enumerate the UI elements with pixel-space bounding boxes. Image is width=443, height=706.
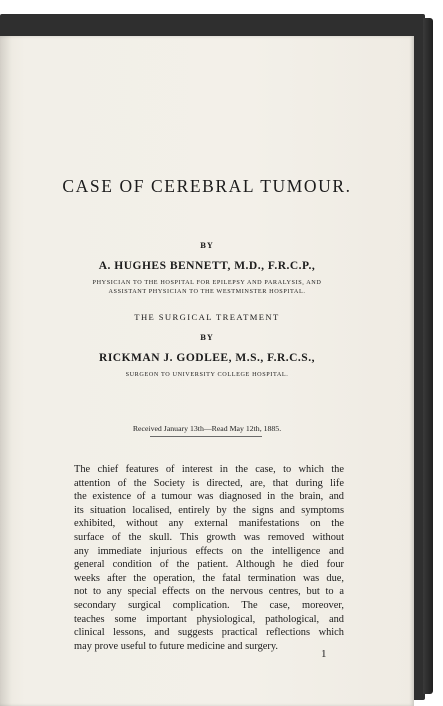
body-line: may prove useful to future medicine and surgery.: [74, 640, 278, 652]
body-line: not to any special effects on the nervous centres, but to a: [74, 586, 344, 598]
body-line: secondary surgical complication. The case, moreover,: [74, 599, 344, 611]
received-date: Received January 13th—Read May 12th, 1885.: [132, 424, 282, 433]
affiliation-2: SURGEON TO UNIVERSITY COLLEGE HOSPITAL.: [125, 371, 289, 378]
body-line: surface of the skull. This growth was removed without: [74, 531, 344, 543]
book-spine: [423, 18, 433, 694]
author-2: RICKMAN J. GODLEE, M.S., F.R.C.S.,: [99, 352, 315, 364]
body-line: teaches some important physiological, pathological, and: [74, 613, 344, 625]
page-number: 1: [321, 648, 327, 660]
body-line: general condition of the patient. Although he died four: [74, 559, 344, 571]
section-subtitle: THE SURGICAL TREATMENT: [134, 312, 280, 322]
body-line: any immediate injurious effects on the intelligence and: [74, 545, 344, 557]
body-line: The chief features of interest in the case, to which the: [74, 464, 344, 475]
body-line: clinical lessons, and suggests practical reflections which: [74, 627, 344, 639]
byline-label-2: BY: [200, 333, 214, 342]
page-content: [0, 36, 414, 706]
divider-rule: [150, 436, 262, 437]
body-line: exhibited, without any external manifestations on the: [74, 518, 344, 530]
affiliation-1-line-2: ASSISTANT PHYSICIAN TO THE WESTMINSTER HOSPITAL.: [108, 288, 306, 295]
body-line: attention of the Society is directed, are, that during life: [74, 477, 344, 489]
byline-label-1: BY: [200, 241, 214, 250]
author-1: A. HUGHES BENNETT, M.D., F.R.C.P.,: [98, 260, 316, 272]
body-line: the existence of a tumour was diagnosed in the brain, and: [74, 491, 344, 503]
body-paragraph: [74, 463, 344, 653]
book-cover: [0, 14, 425, 700]
page-title: CASE OF CEREBRAL TUMOUR.: [62, 176, 352, 196]
affiliation-1-line-1: PHYSICIAN TO THE HOSPITAL FOR EPILEPSY AND PARALYSIS, AND: [92, 279, 322, 286]
book-page: [0, 36, 414, 706]
body-line: weeks after the operation, the fatal termination was due,: [74, 572, 344, 584]
body-line: its situation localised, entirely by the signs and symptoms: [74, 504, 344, 516]
